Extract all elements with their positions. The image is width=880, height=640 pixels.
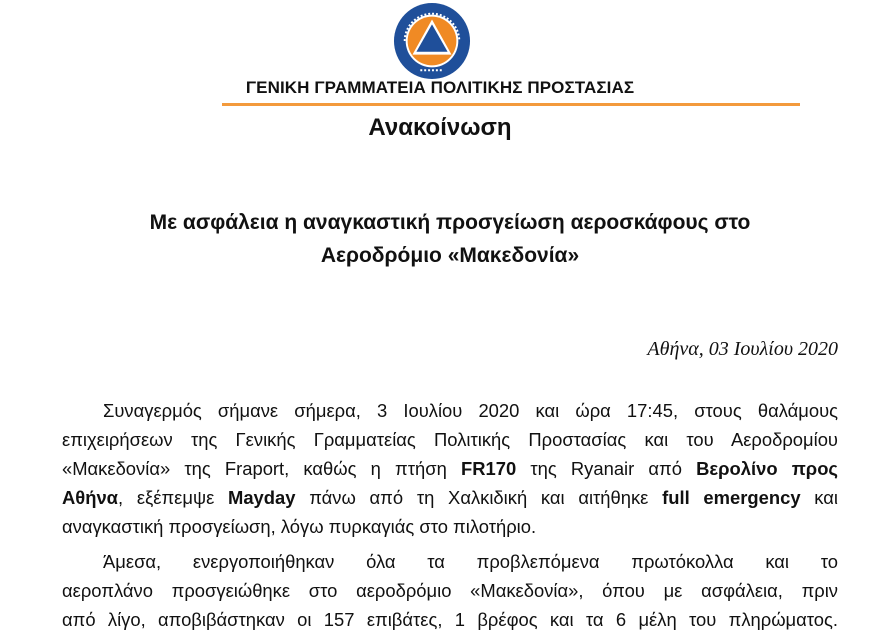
bold-text: Mayday: [228, 487, 296, 508]
text-segment: «Μακεδονία» της Fraport, καθώς η πτήση: [62, 458, 461, 479]
title-line: Με ασφάλεια η αναγκαστική προσγείωση αεροσκάφους στο: [149, 211, 751, 234]
document-type: Ανακοίνωση: [368, 114, 512, 141]
text-segment: και: [800, 487, 838, 508]
text-line: [62, 547, 838, 576]
text-segment: από λίγο, αποβιβάστηκαν οι 157 επιβάτες, 1 βρέφος και τα 6 μέλη του πληρώματος.: [62, 609, 838, 630]
text-line: [62, 454, 838, 483]
header-divider: [222, 103, 800, 106]
bold-text: Αθήνα: [62, 487, 118, 508]
agency-name: ΓΕΝΙΚΗ ΓΡΑΜΜΑΤΕΙΑ ΠΟΛΙΤΙΚΗΣ ΠΡΟΣΤΑΣΙΑΣ: [245, 78, 635, 97]
bold-text: Βερολίνο προς: [696, 458, 838, 479]
text-line: [62, 576, 838, 605]
text-segment: αεροπλάνο προσγειώθηκε στο αεροδρόμιο «Μακεδονία», όπου με ασφάλεια, πριν: [62, 580, 838, 601]
civil-protection-logo: [393, 2, 471, 80]
announcement-body: [62, 396, 838, 640]
bold-text: FR170: [460, 458, 517, 479]
announcement-title: [60, 206, 840, 272]
text-segment: Συναγερμός σήμανε σήμερα, 3 Ιουλίου 2020 και ώρα 17:45, στους θαλάμους: [103, 400, 838, 421]
title-line: Αεροδρόμιο «Μακεδονία»: [320, 244, 580, 267]
text-segment: αναγκαστική προσγείωση, λόγω πυρκαγιάς στο πιλοτήριο.: [62, 516, 537, 537]
text-segment: Άμεσα, ενεργοποιήθηκαν όλα τα προβλεπόμενα πρωτόκολλα και το: [103, 551, 838, 572]
text-line: [62, 425, 838, 454]
text-line: [62, 605, 838, 634]
text-line: [62, 396, 838, 425]
bold-text: full emergency: [662, 487, 801, 508]
paragraph: [62, 396, 838, 541]
text-segment: πάνω από τη Χαλκιδική και αιτήθηκε: [295, 487, 663, 508]
text-segment: της Ryanair από: [516, 458, 697, 479]
text-line: [62, 512, 838, 541]
text-line: [62, 483, 838, 512]
paragraph: [62, 547, 838, 634]
date-place: Αθήνα, 03 Ιουλίου 2020: [647, 338, 838, 360]
text-segment: , εξέπεμψε: [118, 487, 228, 508]
text-segment: επιχειρήσεων της Γενικής Γραμματείας Πολιτικής Προστασίας και του Αεροδρομίου: [62, 429, 838, 450]
